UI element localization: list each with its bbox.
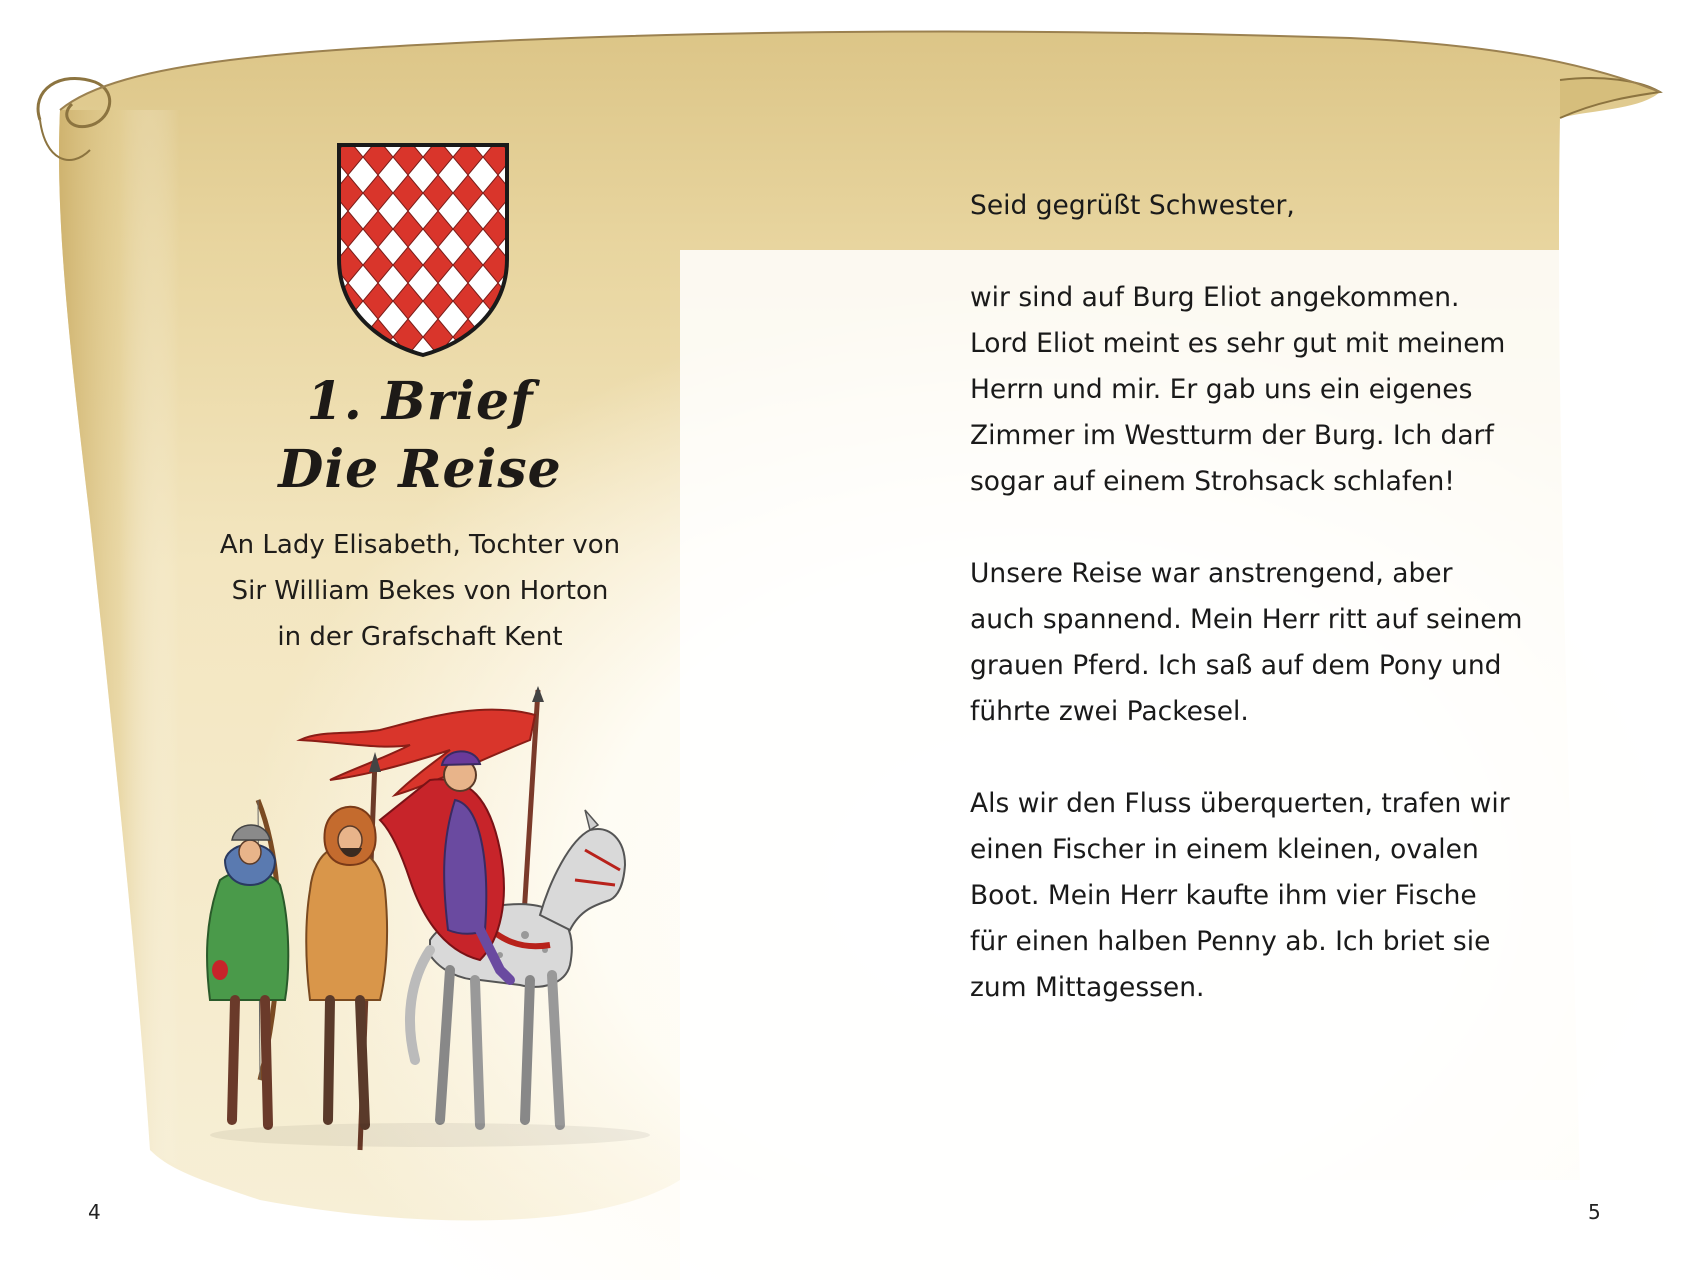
page-number-left: 4: [88, 1200, 101, 1224]
page-number-right: 5: [1588, 1200, 1601, 1224]
letter-paragraph-1: [970, 275, 1570, 505]
letter-line: zum Mittagessen.: [970, 972, 1205, 1003]
letter-line: führte zwei Packesel.: [970, 696, 1249, 727]
letter-line: Als wir den Fluss überquerten, trafen wir: [970, 788, 1510, 819]
chapter-title-line2: Die Reise: [278, 439, 562, 500]
chapter-title: [200, 368, 640, 504]
letter-line: für einen halben Penny ab. Ich briet sie: [970, 926, 1491, 957]
letter-line: Zimmer im Westturm der Burg. Ich darf: [970, 420, 1494, 451]
letter-line: auch spannend. Mein Herr ritt auf seinem: [970, 604, 1523, 635]
letter-paragraph-2: [970, 551, 1570, 735]
letter-salutation: Seid gegrüßt Schwester,: [970, 190, 1295, 221]
letter-line: Lord Eliot meint es sehr gut mit meinem: [970, 328, 1506, 359]
medieval-travellers-illustration: [180, 680, 660, 1160]
letter-line: wir sind auf Burg Eliot angekommen.: [970, 282, 1460, 313]
letter-line: Boot. Mein Herr kaufte ihm vier Fische: [970, 880, 1477, 911]
letter-line: sogar auf einem Strohsack schlafen!: [970, 466, 1455, 497]
letter-line: Herrn und mir. Er gab uns ein eigenes: [970, 374, 1473, 405]
recipient-line: Sir William Bekes von Horton: [231, 576, 609, 606]
letter-line: grauen Pferd. Ich saß auf dem Pony und: [970, 650, 1502, 681]
recipient-address: [190, 522, 650, 660]
coat-of-arms-shield-icon: [333, 139, 513, 359]
letter-line: Unsere Reise war anstrengend, aber: [970, 558, 1453, 589]
chapter-title-line1: 1. Brief: [306, 371, 534, 432]
recipient-line: in der Grafschaft Kent: [277, 622, 563, 652]
letter-paragraph-3: [970, 781, 1570, 1011]
letter-line: einen Fischer in einem kleinen, ovalen: [970, 834, 1479, 865]
letter-body: [970, 183, 1570, 1011]
recipient-line: An Lady Elisabeth, Tochter von: [219, 530, 621, 560]
